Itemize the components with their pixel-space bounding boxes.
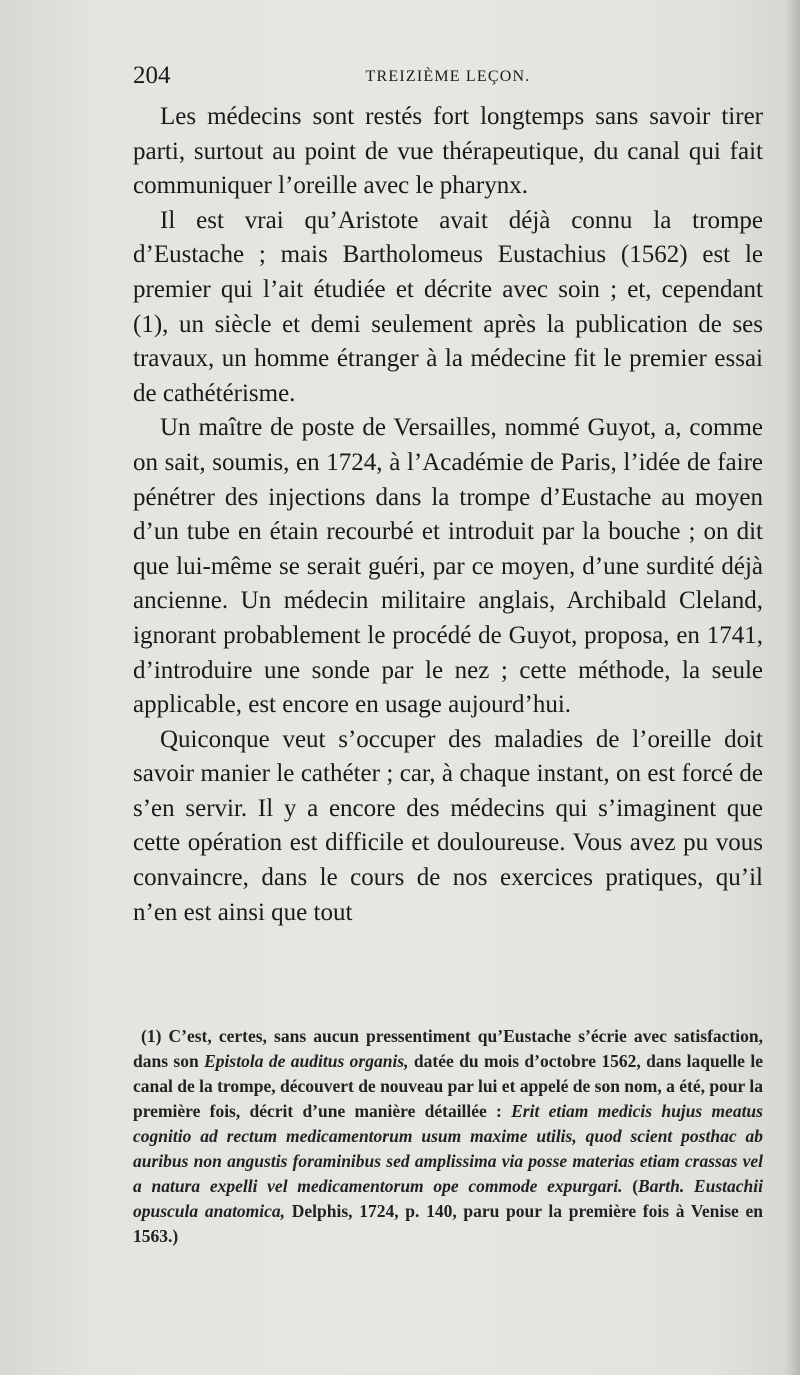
paragraph: Les médecins sont restés fort longtemps sans savoir tirer parti, surtout au point de vue thérapeutique, du canal qui fait communiquer l’oreille avec le pharynx. (133, 103, 763, 200)
page-number: 204 (133, 62, 171, 89)
footnote-italic: Barth. Eustachii opuscula anatomica, (133, 1176, 763, 1221)
footnote-italic: Epistola de auditus organis, (204, 1051, 409, 1071)
footnotes (133, 1024, 763, 1249)
paragraph: Un maître de poste de Versailles, nommé Guyot, a, comme on sait, soumis, en 1724, à l’Académie de Paris, l’idée de faire pénétrer des injections dans la trompe d’Eustache au moyen d’un tube en étain recourbé et introduit par la bouche ; on dit que lui-même se serait guéri, par ce moyen, d’une surdité déjà ancienne. Un médecin militaire anglais, Archibald Cleland, ignorant probablement le procédé de Guyot, proposa, en 1741, d’introduire une sonde par le nez ; cette méthode, la seule applicable, est encore en usage aujourd’hui. (133, 414, 763, 719)
footnote-text: datée du mois d’octobre 1562, dans laquelle le canal de la trompe, découvert de nouveau par lui et appelé de son nom, a été, pour la première fois, décrit d’une manière détaillée : (133, 1051, 763, 1121)
footnote-text: ( (622, 1176, 639, 1196)
footnote-1 (133, 1024, 763, 1249)
footnote-latin-quote: Erit etiam medicis hujus meatus cognitio ad rectum medicamentorum usum maxime utilis, quod scient posthac ab auribus non angustis foraminibus sed amplissima via posse materias etiam crassas vel a natura expelli vel medicamentorum ope commode expurgari. (133, 1101, 763, 1196)
paragraph: Il est vrai qu’Aristote avait déjà connu la trompe d’Eustache ; mais Bartholomeus Eustachius (1562) est le premier qui l’ait étudiée et décrite avec soin ; et, cependant (1), un siècle et demi seulement après la publication de ses travaux, un homme étranger à la médecine fit le premier essai de cathétérisme. (133, 206, 763, 407)
footnote-text: Delphis, 1724, p. 140, paru pour la première fois à Venise en 1563.) (133, 1201, 763, 1246)
main-text (133, 100, 763, 930)
footnote-text: (1) C’est, certes, sans aucun pressentiment qu’Eustache s’écrie avec satisfaction, dans son (133, 1026, 763, 1071)
paragraph: Quiconque veut s’occuper des maladies de l’oreille doit savoir manier le cathéter ; car, à chaque instant, on est forcé de s’en servir. Il y a encore des médecins qui s’imaginent que cette opération est difficile et douloureuse. Vous avez pu vous convaincre, dans le cours de nos exercices pratiques, qu’il n’en est ainsi que tout (133, 725, 763, 926)
page-header (133, 62, 763, 92)
running-head: TREIZIÈME LEÇON. (365, 68, 531, 85)
